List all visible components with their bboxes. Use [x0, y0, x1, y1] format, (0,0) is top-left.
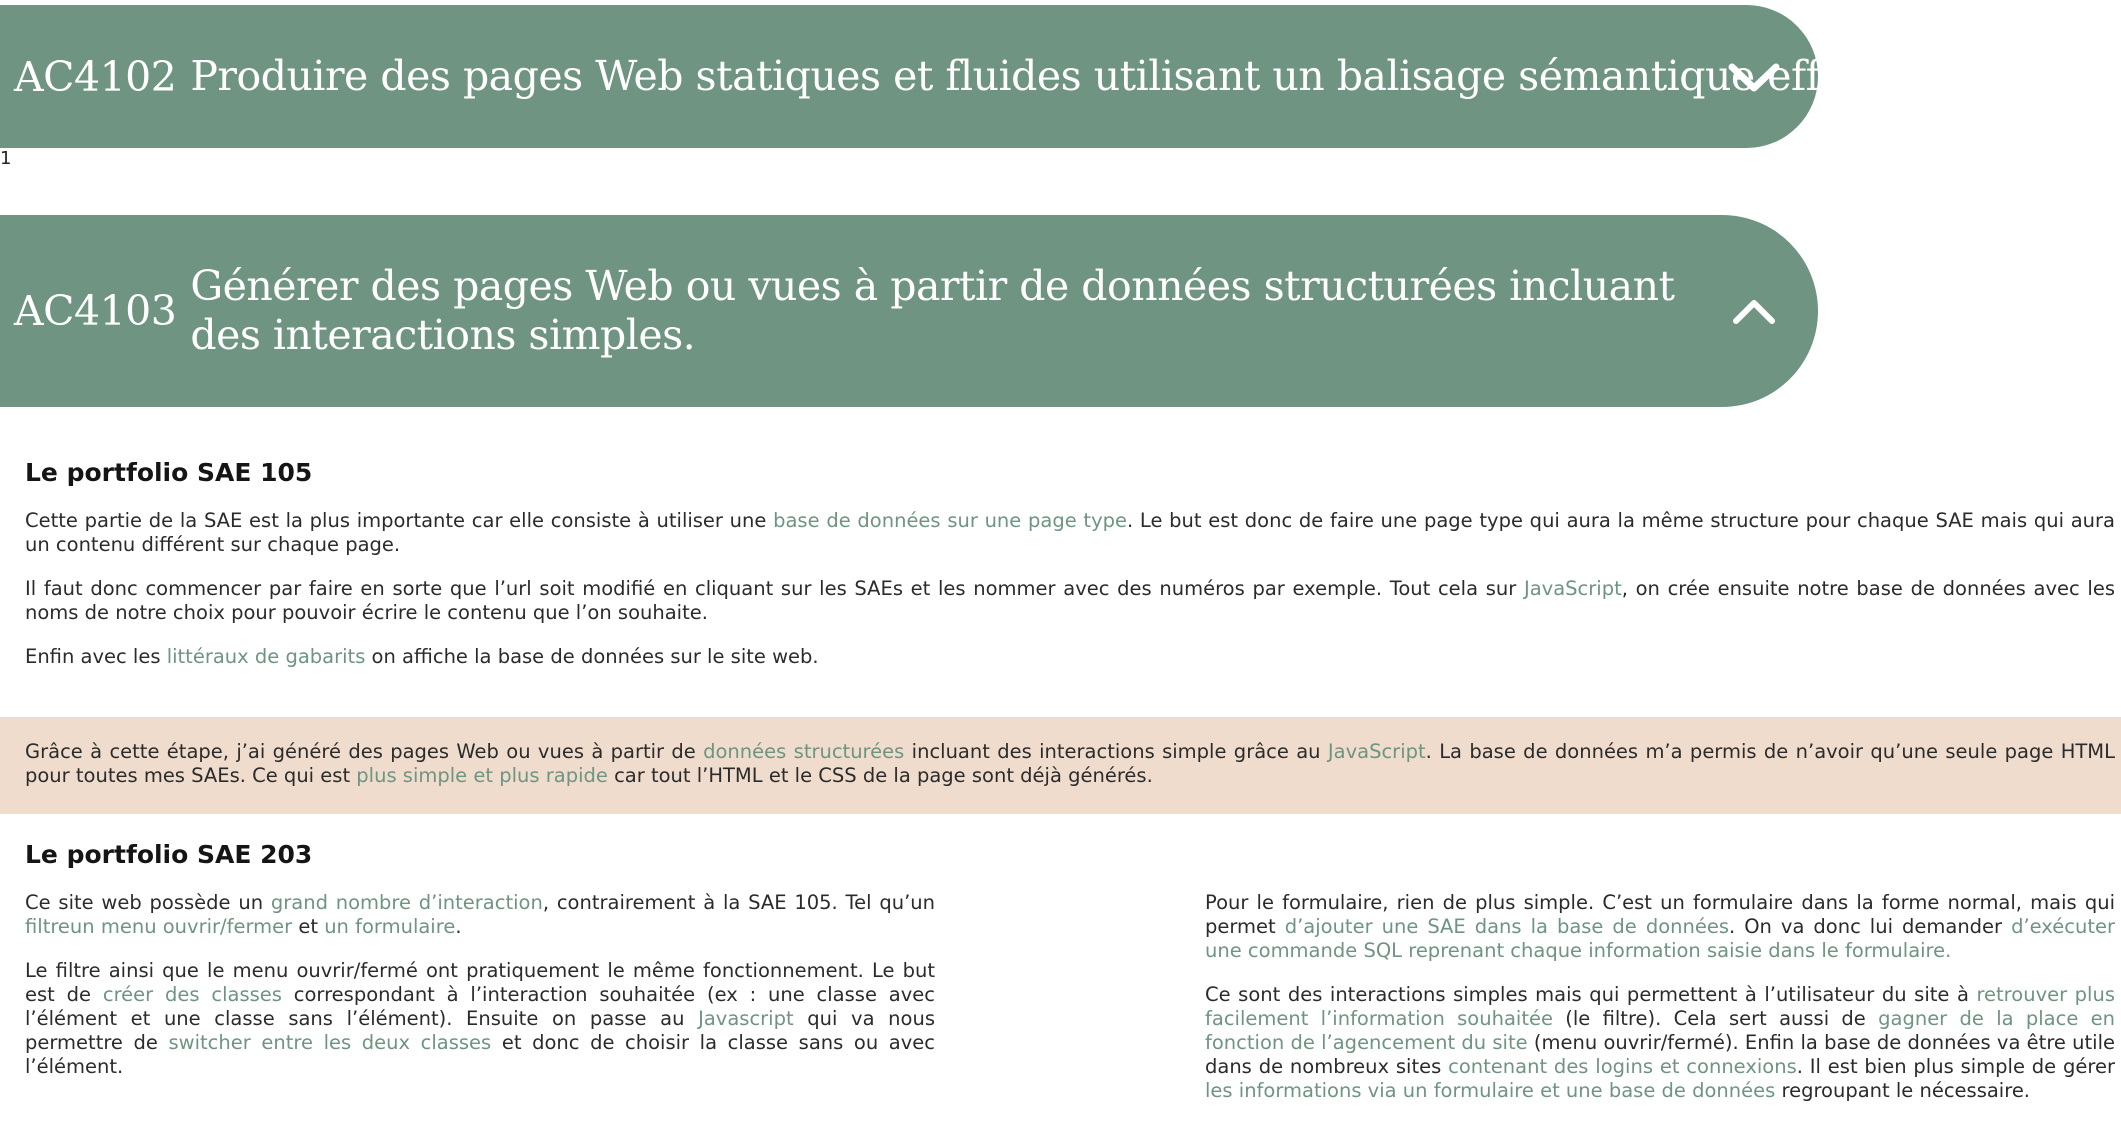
accordion-title: Produire des pages Web statiques et fluides utilisant un balisage sémantique efficace.: [190, 52, 1939, 100]
paragraph: Cette partie de la SAE est la plus importante car elle consiste à utiliser une base de données sur une page type. Le but est donc de faire une page type qui aura la même structure pour chaque SAE mais qui aura un contenu différent sur chaque page.: [25, 509, 2115, 556]
highlight-text: créer des classes: [102, 983, 282, 1006]
callout-box: [0, 717, 2121, 814]
highlight-text: littéraux de gabarits: [166, 645, 366, 668]
highlight-text: filtreun menu ouvrir/fermer: [25, 915, 293, 938]
section-heading: Le portfolio SAE 105: [25, 458, 313, 487]
chevron-up-icon[interactable]: [1726, 291, 1782, 331]
paragraph: Il faut donc commencer par faire en sorte que l’url soit modifié en cliquant sur les SAEs et les nommer avec des numéros par exemple. Tout cela sur JavaScript, on crée ensuite notre base de données avec les noms de notre choix pour pouvoir écrire le contenu que l’on souhaite.: [25, 577, 2115, 624]
two-column-text: [25, 891, 2115, 1123]
highlight-text: JavaScript: [1327, 740, 1426, 763]
paragraph: Pour le formulaire, rien de plus simple. C’est un formulaire dans la forme normal, mais qui permet d’ajouter une SAE dans la base de données. On va donc lui demander d’exécuter une commande SQL reprenant chaque information saisie dans le formulaire.: [1205, 891, 2115, 962]
highlight-text: gagner de la place en fonction de l’agencement du site: [1205, 1007, 2116, 1054]
accordion-title: Générer des pages Web ou vues à partir de données structurées incluant des interactions simples.: [190, 262, 1675, 359]
callout-paragraph: Grâce à cette étape, j’ai généré des pages Web ou vues à partir de données structurées incluant des interactions simple grâce au JavaScript. La base de données m’a permis de n’avoir qu’une seule page HTML pour toutes mes SAEs. Ce qui est plus simple et plus rapide car tout l’HTML et le CSS de la page sont déjà générés.: [25, 740, 2115, 787]
highlight-text: plus simple et plus rapide: [356, 764, 608, 787]
paragraph: Ce sont des interactions simples mais qui permettent à l’utilisateur du site à retrouver plus facilement l’information souhaitée (le filtre). Cela sert aussi de gagner de la place en fonction de l’agencement du site (menu ouvrir/fermé). Enfin la base de données va être utile dans de nombreux sites contenant des logins et connexions. Il est bien plus simple de gérer les informations via un formulaire et une base de données regroupant le nécessaire.: [1205, 983, 2116, 1102]
paragraph: Enfin avec les littéraux de gabarits on affiche la base de données sur le site web.: [25, 645, 819, 668]
highlight-text: un formulaire: [324, 915, 456, 938]
highlight-text: switcher entre les deux classes: [168, 1031, 492, 1054]
left-column: [25, 891, 935, 1123]
paragraph: Le filtre ainsi que le menu ouvrir/fermé ont pratiquement le même fonctionnement. Le but est de créer des classes correspondant à l’interaction souhaitée (ex : une classe avec l’élément et une classe sans l’élément). Ensuite on passe au Javascript qui va nous permettre de switcher entre les deux classes et donc de choisir la classe sans ou avec l’élément.: [25, 959, 935, 1078]
accordion-code: AC4102: [14, 52, 177, 101]
highlight-text: données structurées: [703, 740, 905, 763]
highlight-text: retrouver plus facilement l’information souhaitée: [1205, 983, 2115, 1030]
section-heading: Le portfolio SAE 203: [25, 840, 313, 869]
highlight-text: contenant des logins et connexions: [1448, 1055, 1797, 1078]
right-column: [1205, 891, 2115, 1123]
accordion-header-ac4102[interactable]: [0, 5, 1939, 148]
highlight-text: JavaScript: [1523, 577, 1622, 600]
highlight-text: grand nombre d’interaction: [270, 891, 543, 914]
highlight-text: d’ajouter une SAE dans la base de données: [1284, 915, 1729, 938]
chevron-down-icon[interactable]: [1726, 57, 1782, 97]
section-sae203: [25, 840, 2115, 1123]
highlight-text: Javascript: [698, 1007, 794, 1030]
section-sae105: [25, 458, 2115, 689]
accordion-code: AC4103: [14, 287, 177, 335]
highlight-text: base de données sur une page type: [773, 509, 1127, 532]
highlight-text: les informations via un formulaire et une base de données: [1205, 1079, 1776, 1102]
stray-text: 1: [0, 148, 12, 169]
highlight-text: d’exécuter une commande SQL reprenant chaque information saisie dans le formulaire.: [1205, 915, 2115, 962]
accordion-header-ac4103[interactable]: [0, 215, 1818, 407]
paragraph: Ce site web possède un grand nombre d’interaction, contrairement à la SAE 105. Tel qu’un filtreun menu ouvrir/fermer et un formulaire.: [25, 891, 936, 938]
